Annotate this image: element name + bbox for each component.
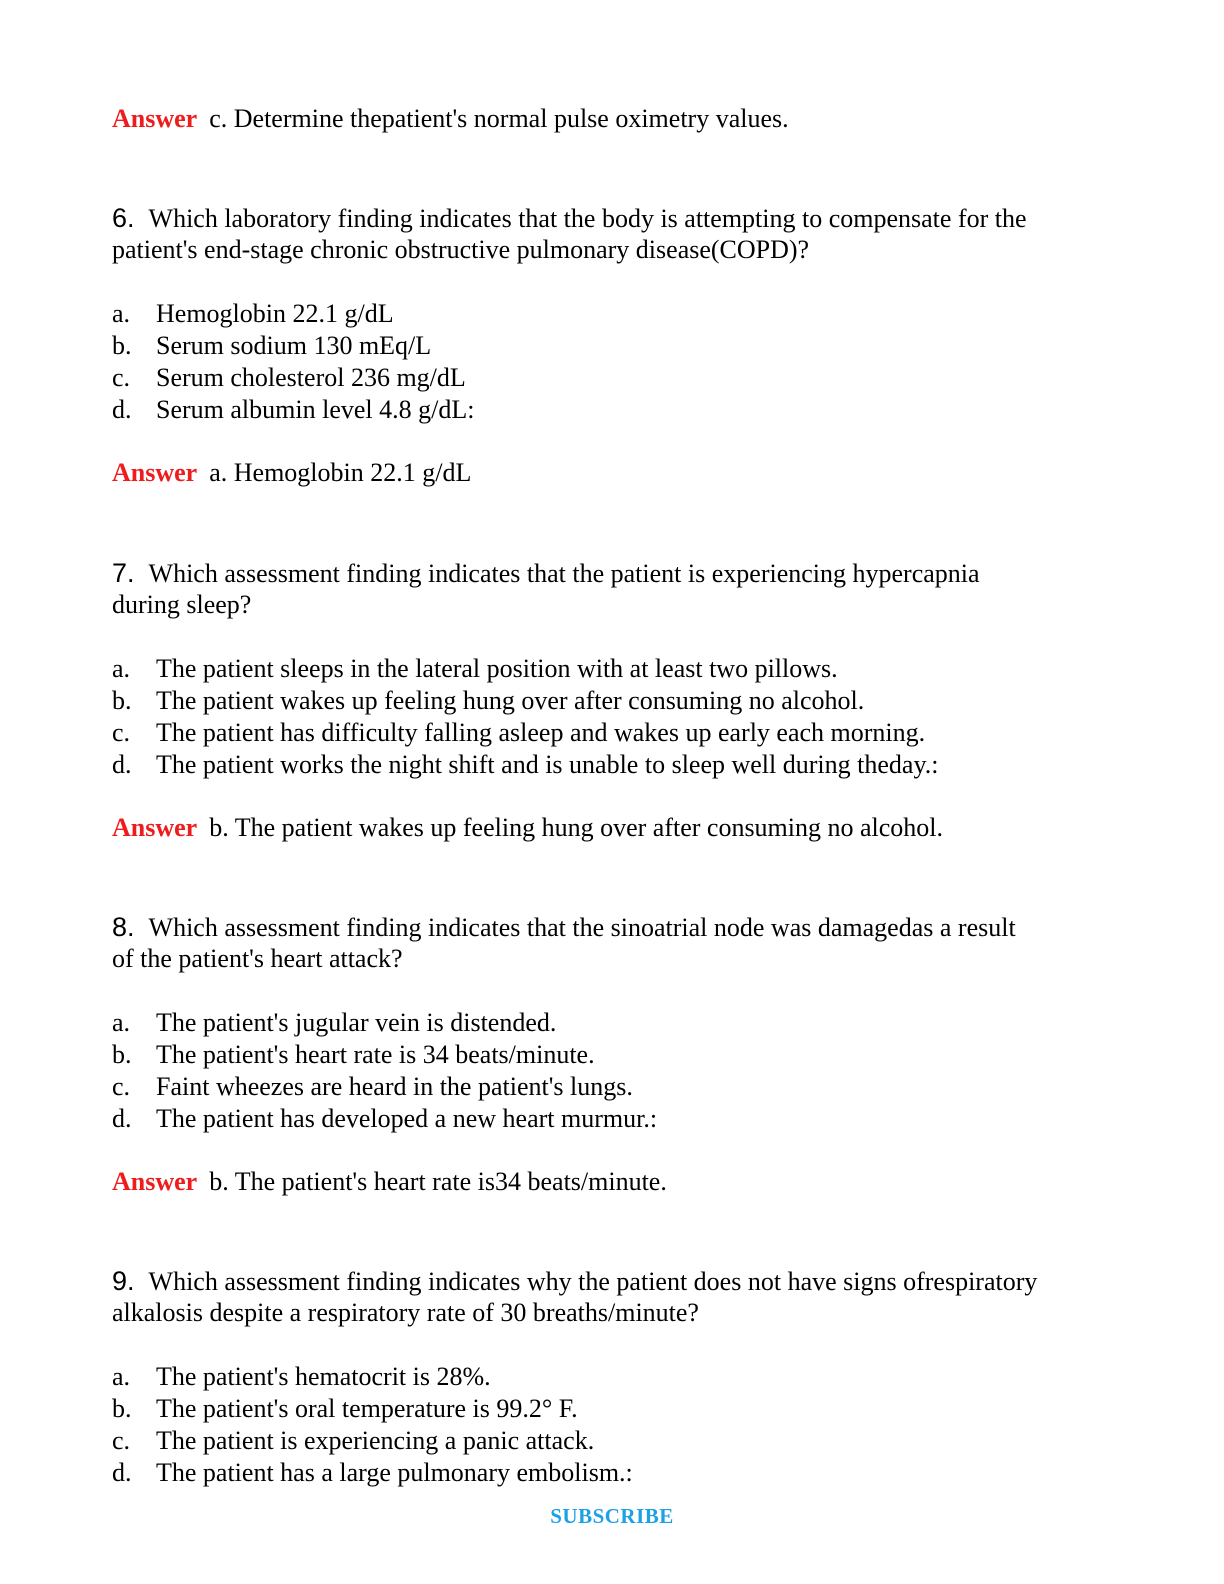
question-7-line-2: during sleep? (112, 590, 252, 619)
option-letter: a. (112, 654, 131, 683)
option-letter: d. (112, 1458, 132, 1487)
question-9-line-2: alkalosis despite a respiratory rate of 30 breaths/minute? (112, 1298, 699, 1327)
option-text: The patient's heart rate is 34 beats/minute. (156, 1040, 595, 1069)
option-a (112, 1007, 556, 1039)
question-7-line-1 (112, 557, 980, 590)
answer-label: Answer (112, 813, 198, 842)
answer-line (112, 103, 789, 135)
question-8-line-2: of the patient's heart attack? (112, 944, 403, 973)
answer-text: b. The patient's heart rate is34 beats/minute. (209, 1167, 667, 1196)
subscribe-link[interactable]: SUBSCRIBE (550, 1504, 674, 1528)
option-text: The patient wakes up feeling hung over after consuming no alcohol. (156, 686, 865, 715)
answer-label: Answer (112, 458, 198, 487)
option-letter: c. (112, 1426, 131, 1455)
option-letter: d. (112, 395, 132, 424)
option-text: The patient has developed a new heart murmur.: (156, 1104, 658, 1133)
answer-text: b. The patient wakes up feeling hung over after consuming no alcohol. (209, 813, 944, 842)
option-c (112, 717, 925, 749)
answer-label: Answer (112, 104, 198, 133)
question-number: 6. (112, 203, 135, 233)
option-c (112, 1071, 633, 1103)
option-letter: d. (112, 1104, 132, 1133)
option-letter: b. (112, 686, 132, 715)
answer-label: Answer (112, 1167, 198, 1196)
option-b (112, 1039, 595, 1071)
question-text: Which assessment finding indicates why the patient does not have signs ofrespiratory (148, 1267, 1038, 1296)
answer-line (112, 812, 943, 844)
option-b (112, 330, 431, 362)
option-text: The patient works the night shift and is unable to sleep well during theday.: (156, 750, 939, 779)
option-letter: c. (112, 718, 131, 747)
option-c (112, 362, 466, 394)
answer-line (112, 1166, 667, 1198)
option-b (112, 1393, 578, 1425)
answer-text: c. Determine thepatient's normal pulse oximetry values. (209, 104, 789, 133)
option-letter: b. (112, 1040, 132, 1069)
option-letter: b. (112, 331, 132, 360)
option-letter: d. (112, 750, 132, 779)
question-number: 8. (112, 912, 135, 942)
answer-line (112, 457, 471, 489)
option-letter: c. (112, 1072, 131, 1101)
option-text: The patient's oral temperature is 99.2° F. (156, 1394, 578, 1423)
option-text: Serum sodium 130 mEq/L (156, 331, 432, 360)
option-c (112, 1425, 594, 1457)
question-9-line-1 (112, 1265, 1037, 1298)
option-b (112, 685, 864, 717)
option-letter: a. (112, 1008, 131, 1037)
option-text: Serum cholesterol 236 mg/dL (156, 363, 466, 392)
question-text: Which assessment finding indicates that the sinoatrial node was damagedas a result (148, 913, 1016, 942)
option-letter: a. (112, 299, 131, 328)
question-text: Which assessment finding indicates that the patient is experiencing hypercapnia (148, 559, 980, 588)
option-text: The patient's jugular vein is distended. (156, 1008, 557, 1037)
option-text: Serum albumin level 4.8 g/dL: (156, 395, 475, 424)
option-text: The patient has difficulty falling asleep and wakes up early each morning. (156, 718, 926, 747)
question-number: 9. (112, 1266, 135, 1296)
question-6-line-2: patient's end-stage chronic obstructive pulmonary disease(COPD)? (112, 235, 810, 264)
option-a (112, 653, 838, 685)
option-d (112, 1103, 657, 1135)
question-8-line-1 (112, 911, 1016, 944)
option-text: The patient has a large pulmonary embolism.: (156, 1458, 633, 1487)
option-text: The patient is experiencing a panic attack. (156, 1426, 595, 1455)
option-text: Faint wheezes are heard in the patient's lungs. (156, 1072, 633, 1101)
option-text: Hemoglobin 22.1 g/dL (156, 299, 394, 328)
option-d (112, 749, 938, 781)
option-a (112, 1361, 491, 1393)
option-text: The patient sleeps in the lateral position with at least two pillows. (156, 654, 838, 683)
question-6-line-1 (112, 202, 1027, 235)
question-text: Which laboratory finding indicates that the body is attempting to compensate for the (148, 204, 1027, 233)
question-number: 7. (112, 558, 135, 588)
option-letter: b. (112, 1394, 132, 1423)
option-a (112, 298, 394, 330)
option-letter: c. (112, 363, 131, 392)
answer-text: a. Hemoglobin 22.1 g/dL (209, 458, 472, 487)
option-d (112, 1457, 633, 1489)
option-letter: a. (112, 1362, 131, 1391)
option-d (112, 394, 474, 426)
option-text: The patient's hematocrit is 28%. (156, 1362, 491, 1391)
